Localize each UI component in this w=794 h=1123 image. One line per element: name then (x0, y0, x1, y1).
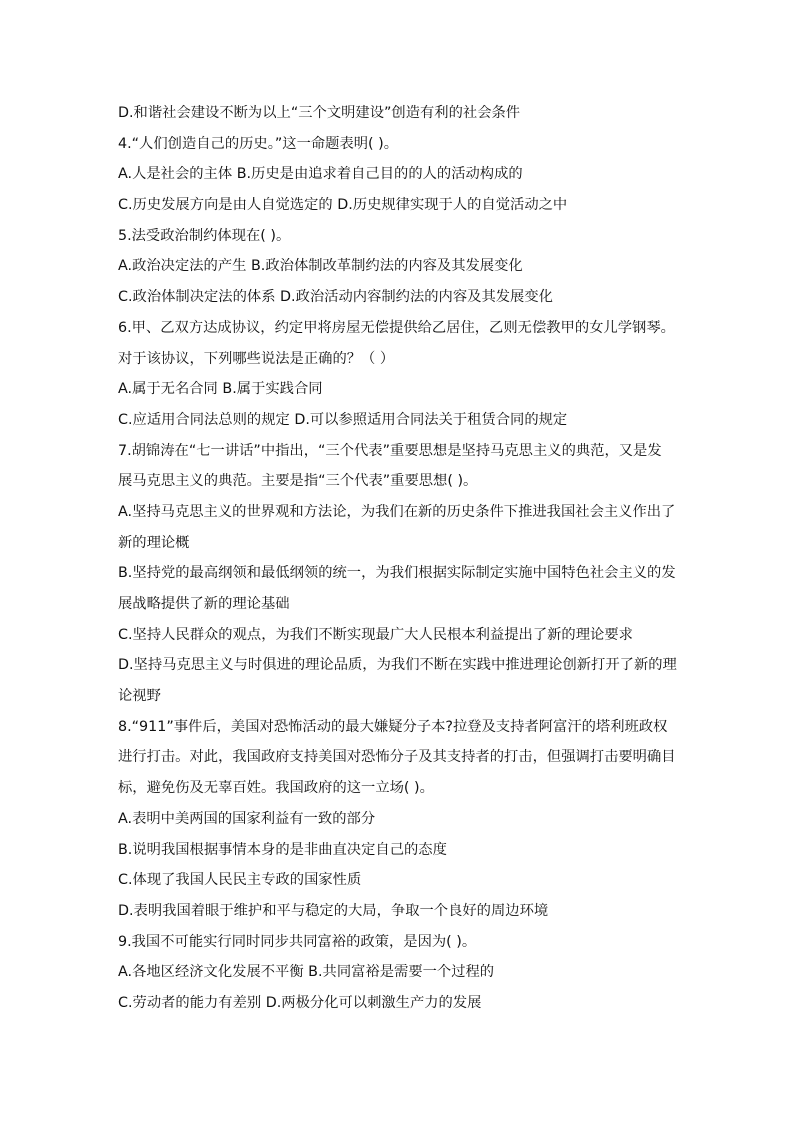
option-line: C.体现了我国人民民主专政的国家性质 (118, 872, 362, 889)
question-line: 对于该协议，下列哪些说法是正确的？（ ） (118, 350, 395, 367)
option-line: B.坚持党的最高纲领和最低纲领的统一，为我们根据实际制定实施中国特色社会主义的发 (118, 565, 676, 582)
question-line: 6.甲、乙双方达成协议，约定甲将房屋无偿提供给乙居住，乙则无偿教甲的女儿学钢琴。 (118, 319, 675, 336)
option-line: B.说明我国根据事情本身的是非曲直决定自己的态度 (118, 841, 447, 858)
option-line: D.坚持马克思主义与时俱进的理论品质，为我们不断在实践中推进理论创新打开了新的理 (118, 657, 677, 674)
question-line: 进行打击。对此，我国政府支持美国对恐怖分子及其支持者的打击，但强调打击要明确目 (118, 749, 676, 766)
option-line: C.政治体制决定法的体系 D.政治活动内容制约法的内容及其发展变化 (118, 289, 553, 306)
option-line: A.属于无名合同 B.属于实践合同 (118, 381, 323, 398)
option-line: A.政治决定法的产生 B.政治体制改革制约法的内容及其发展变化 (118, 258, 523, 275)
option-line: A.各地区经济文化发展不平衡 B.共同富裕是需要一个过程的 (118, 964, 495, 981)
question-line: 5.法受政治制约体现在( )。 (118, 227, 291, 244)
option-line: 论视野 (118, 688, 161, 705)
option-line: C.应适用合同法总则的规定 D.可以参照适用合同法关于租赁合同的规定 (118, 411, 568, 428)
document-page (118, 101, 678, 1022)
option-line: D.表明我国着眼于维护和平与稳定的大局，争取一个良好的周边环境 (118, 902, 549, 919)
option-line: D.和谐社会建设不断为以上“三个文明建设”创造有利的社会条件 (118, 105, 521, 121)
option-line: C.历史发展方向是由人自觉选定的 D.历史规律实现于人的自觉活动之中 (118, 197, 568, 214)
option-line: A.表明中美两国的国家利益有一致的部分 (118, 810, 376, 827)
option-line: 展战略提供了新的理论基础 (118, 596, 290, 612)
question-line: 9.我国不可能实行同时同步共同富裕的政策，是因为( )。 (118, 933, 477, 950)
question-line: 7.胡锦涛在“七一讲话”中指出，“三个代表”重要思想是坚持马克思主义的典范，又是发 (118, 442, 662, 459)
question-line: 标，避免伤及无辜百姓。我国政府的这一立场( )。 (118, 780, 434, 797)
option-line: A.坚持马克思主义的世界观和方法论，为我们在新的历史条件下推进我国社会主义作出了 (118, 503, 676, 520)
option-line: C.坚持人民群众的观点，为我们不断实现最广大人民根本利益提出了新的理论要求 (118, 626, 633, 643)
question-line: 8.“911”事件后，美国对恐怖活动的最大嫌疑分子本?拉登及支持者阿富汗的塔利班政权 (118, 718, 668, 735)
option-line: 新的理论概 (118, 534, 190, 551)
option-line: C.劳动者的能力有差别 D.两极分化可以刺激生产力的发展 (118, 994, 482, 1011)
question-line: 4.“人们创造自己的历史。”这一命题表明( )。 (118, 135, 399, 152)
option-line: A.人是社会的主体 B.历史是由追求着自己目的的人的活动构成的 (118, 166, 523, 183)
question-line: 展马克思主义的典范。主要是指“三个代表”重要思想( )。 (118, 473, 478, 490)
